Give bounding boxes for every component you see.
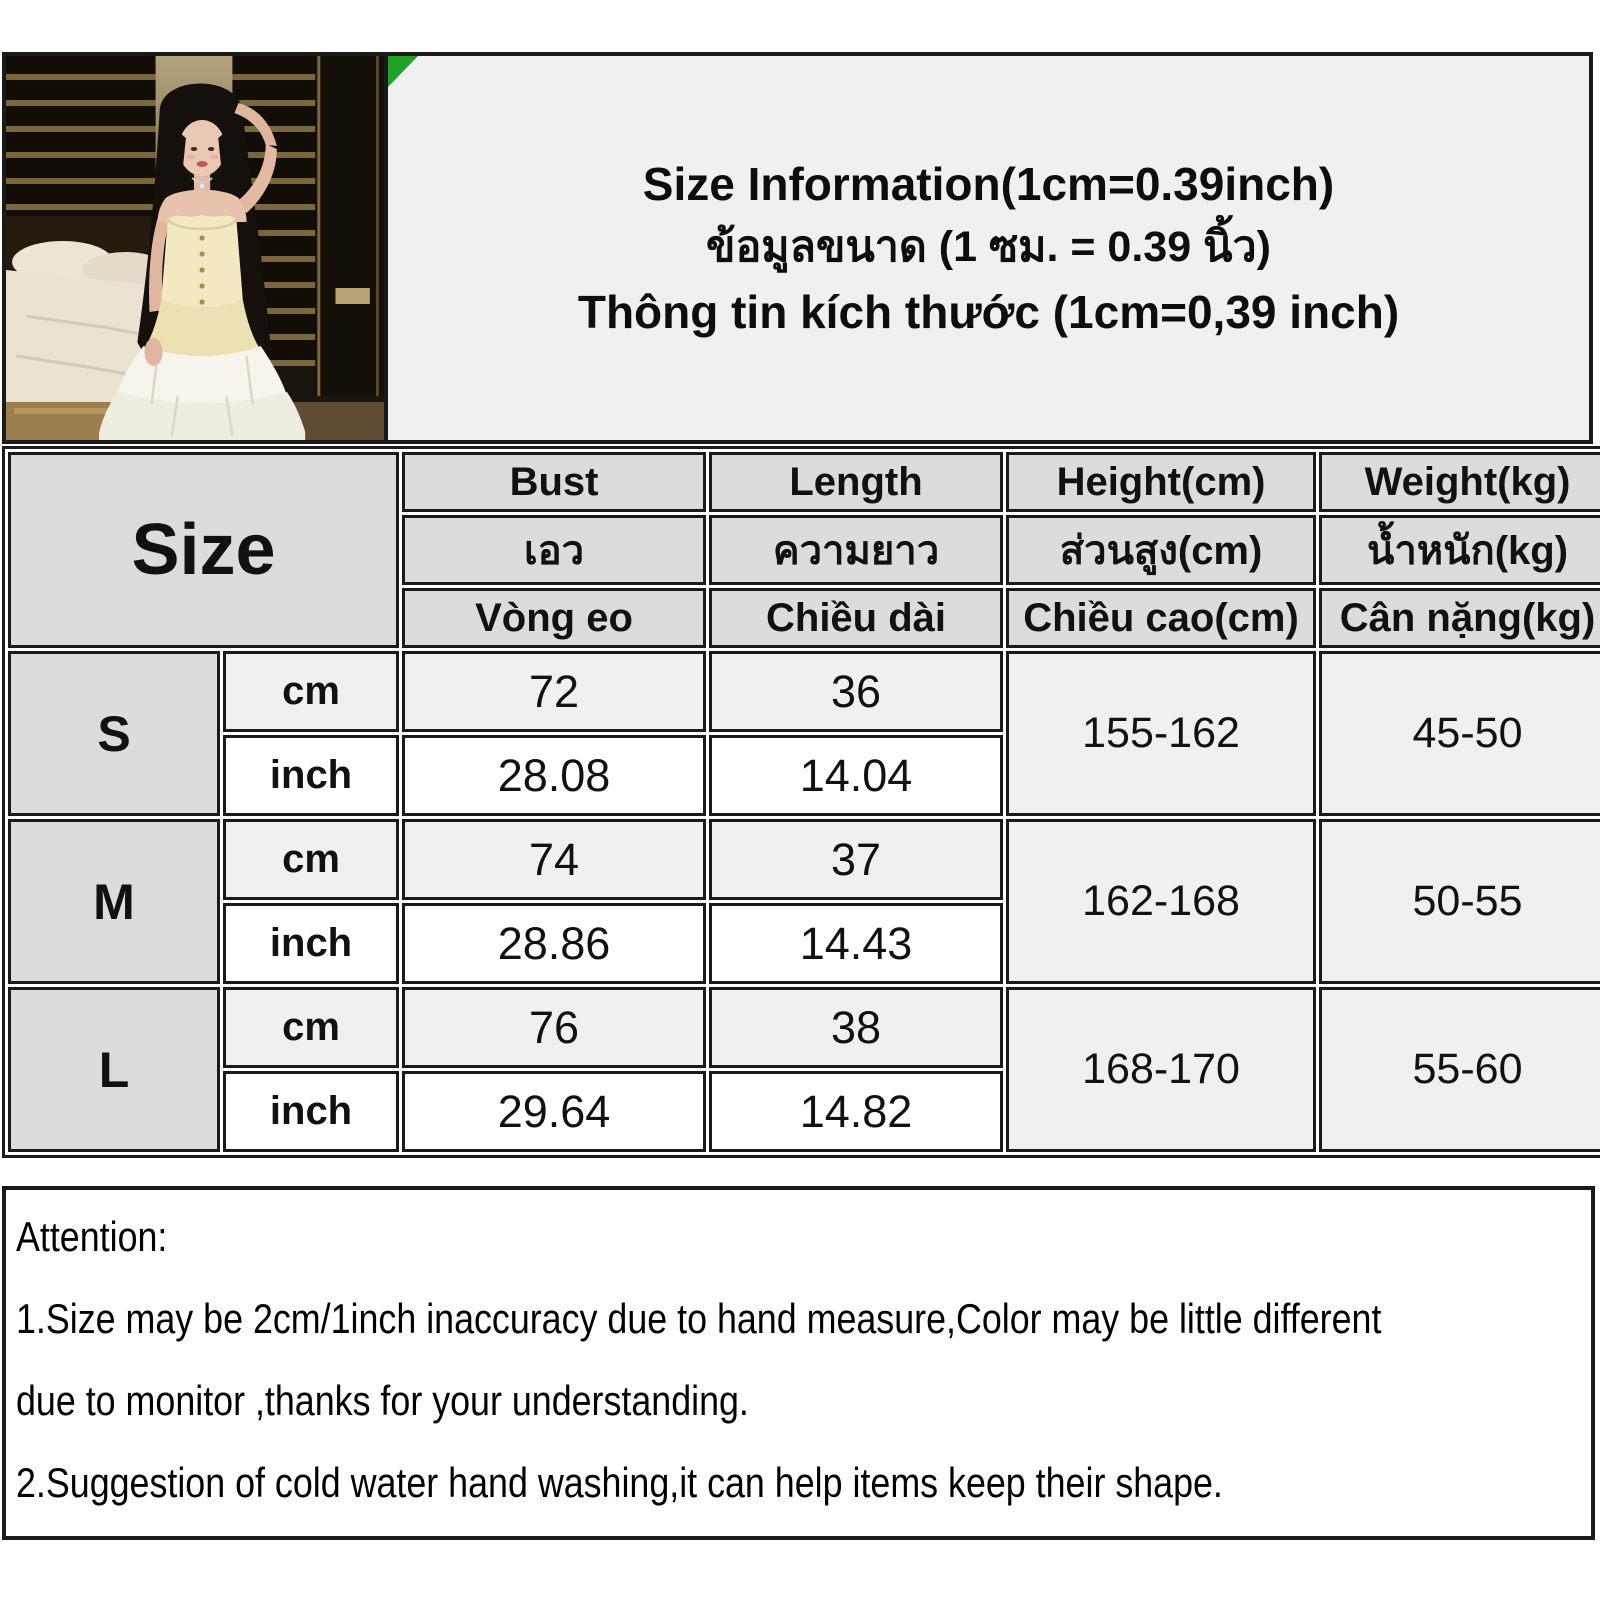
col-header-weight-vi: Cân nặng(kg) bbox=[1319, 588, 1600, 648]
s-bust-inch: 28.08 bbox=[402, 735, 706, 816]
unit-cm: cm bbox=[223, 651, 399, 732]
m-weight-range: 50-55 bbox=[1319, 819, 1600, 984]
col-header-height-en: Height(cm) bbox=[1006, 452, 1316, 512]
s-length-inch: 14.04 bbox=[709, 735, 1003, 816]
attention-note-1a: 1.Size may be 2cm/1inch inaccuracy due to hand measure,Color may be little different bbox=[16, 1295, 1382, 1342]
attention-notes-box bbox=[2, 1186, 1595, 1540]
unit-cm: cm bbox=[223, 819, 399, 900]
attention-note-2: 2.Suggestion of cold water hand washing,it can help items keep their shape. bbox=[16, 1459, 1223, 1506]
col-header-length-en: Length bbox=[709, 452, 1003, 512]
col-header-length-th: ความยาว bbox=[709, 515, 1003, 585]
attention-note-1b: due to monitor ,thanks for your understanding. bbox=[16, 1377, 749, 1424]
col-header-weight-th: น้ำหนัก(kg) bbox=[1319, 515, 1600, 585]
col-header-bust-th: เอว bbox=[402, 515, 706, 585]
col-header-length-vi: Chiều dài bbox=[709, 588, 1003, 648]
header-row-english bbox=[8, 452, 1600, 512]
attention-text bbox=[16, 1196, 1586, 1524]
l-bust-inch: 29.64 bbox=[402, 1071, 706, 1152]
attention-heading: Attention: bbox=[16, 1213, 168, 1260]
row-l-cm bbox=[8, 987, 1600, 1068]
col-header-bust-vi: Vòng eo bbox=[402, 588, 706, 648]
col-header-height-vi: Chiều cao(cm) bbox=[1006, 588, 1316, 648]
m-length-cm: 37 bbox=[709, 819, 1003, 900]
title-thai: ข้อมูลขนาด (1 ซม. = 0.39 นิ้ว) bbox=[706, 223, 1271, 272]
title-vietnamese: Thông tin kích thước (1cm=0,39 inch) bbox=[577, 285, 1400, 338]
size-table bbox=[2, 446, 1600, 1158]
l-bust-cm: 76 bbox=[402, 987, 706, 1068]
unit-inch: inch bbox=[223, 903, 399, 984]
col-header-bust-en: Bust bbox=[402, 452, 706, 512]
s-bust-cm: 72 bbox=[402, 651, 706, 732]
product-photo-frame bbox=[6, 56, 388, 440]
l-weight-range: 55-60 bbox=[1319, 987, 1600, 1152]
unit-cm: cm bbox=[223, 987, 399, 1068]
size-corner-header: Size bbox=[8, 452, 399, 648]
hero-panel bbox=[2, 52, 1593, 444]
unit-inch: inch bbox=[223, 1071, 399, 1152]
size-label-l: L bbox=[8, 987, 220, 1152]
col-header-height-th: ส่วนสูง(cm) bbox=[1006, 515, 1316, 585]
size-label-s: S bbox=[8, 651, 220, 816]
m-length-inch: 14.43 bbox=[709, 903, 1003, 984]
title-english: Size Information(1cm=0.39inch) bbox=[642, 157, 1335, 210]
l-length-inch: 14.82 bbox=[709, 1071, 1003, 1152]
l-height-range: 168-170 bbox=[1006, 987, 1316, 1152]
title-block bbox=[388, 56, 1589, 440]
row-s-cm bbox=[8, 651, 1600, 732]
l-length-cm: 38 bbox=[709, 987, 1003, 1068]
product-photo bbox=[6, 56, 384, 440]
s-length-cm: 36 bbox=[709, 651, 1003, 732]
row-m-cm bbox=[8, 819, 1600, 900]
s-weight-range: 45-50 bbox=[1319, 651, 1600, 816]
col-header-weight-en: Weight(kg) bbox=[1319, 452, 1600, 512]
s-height-range: 155-162 bbox=[1006, 651, 1316, 816]
m-bust-inch: 28.86 bbox=[402, 903, 706, 984]
m-bust-cm: 74 bbox=[402, 819, 706, 900]
unit-inch: inch bbox=[223, 735, 399, 816]
size-label-m: M bbox=[8, 819, 220, 984]
m-height-range: 162-168 bbox=[1006, 819, 1316, 984]
